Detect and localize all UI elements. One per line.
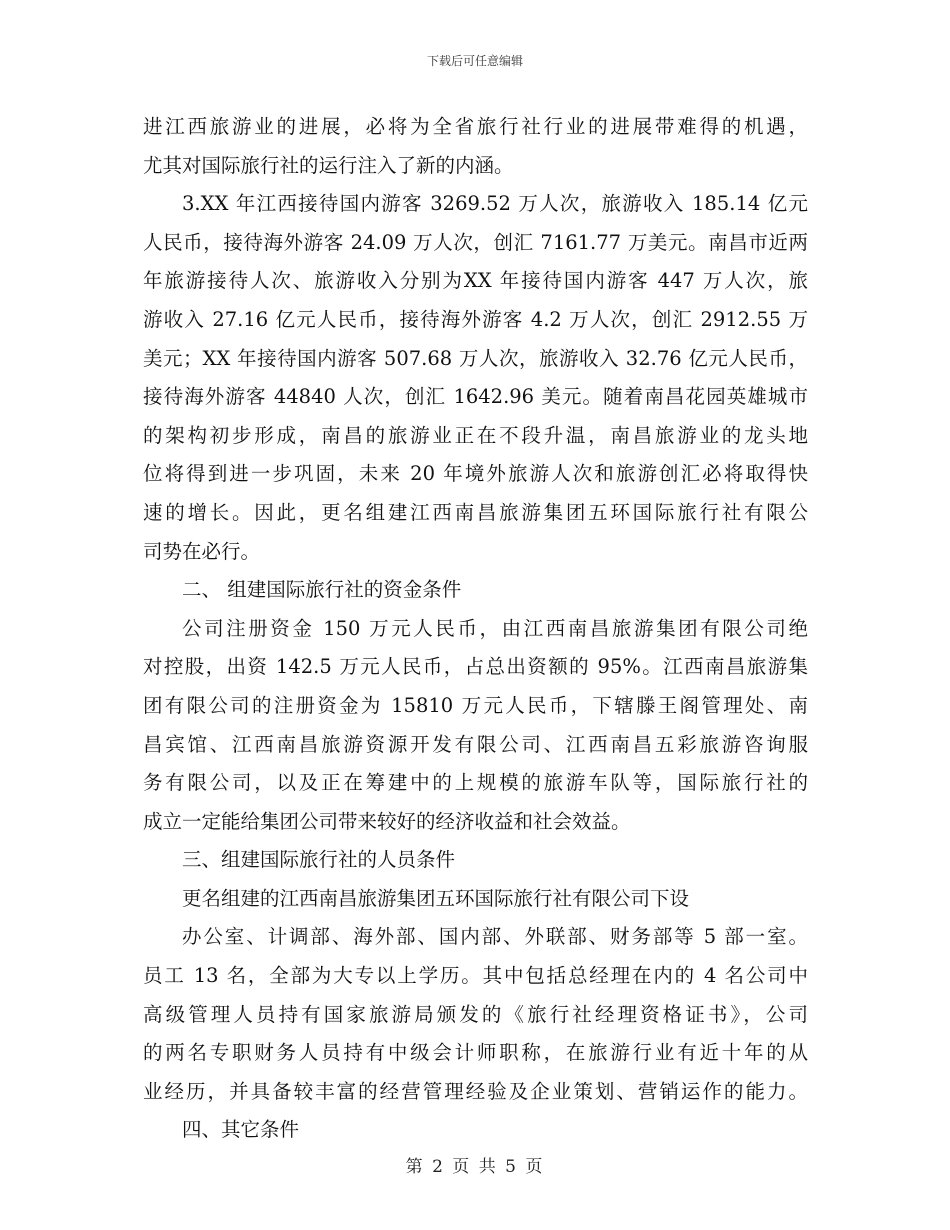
text-line: 二、 组建国际旅行社的资金条件 xyxy=(182,578,462,602)
text-line: 的两名专职财务人员持有中级会计师职称，在旅游行业有近十年的从 xyxy=(143,1041,808,1065)
text-line: 员工 13 名，全部为大专以上学历。其中包括总经理在内的 4 名公司中 xyxy=(143,964,808,988)
text-line: 昌宾馆、江西南昌旅游资源开发有限公司、江西南昌五彩旅游咨询服 xyxy=(143,732,808,756)
text-line: 进江西旅游业的进展，必将为全省旅行社行业的进展带难得的机遇， xyxy=(143,115,808,138)
text-line: 速的增长。因此，更名组建江西南昌旅游集团五环国际旅行社有限公 xyxy=(143,500,808,524)
text-line: 对控股，出资 142.5 万元人民币，占总出资额的 95%。江西南昌旅游集 xyxy=(143,655,808,679)
text-line: 司势在必行。 xyxy=(143,539,261,563)
text-line: 的架构初步形成，南昌的旅游业正在不段升温，南昌旅游业的龙头地 xyxy=(143,423,808,447)
page-header: 下载后可任意编辑 xyxy=(426,54,523,68)
text-line: 四、其它条件 xyxy=(182,1118,300,1142)
text-line: 3.XX 年江西接待国内游客 3269.52 万人次，旅游收入 185.14 亿元 xyxy=(182,192,808,216)
text-line: 办公室、计调部、海外部、国内部、外联部、财务部等 5 部一室。 xyxy=(182,925,808,949)
text-line: 人民币，接待海外游客 24.09 万人次，创汇 7161.77 万美元。南昌市近两 xyxy=(143,230,808,254)
text-line: 公司注册资金 150 万元人民币，由江西南昌旅游集团有限公司绝 xyxy=(182,616,808,640)
text-line: 接待海外游客 44840 人次，创汇 1642.96 美元。随着南昌花园英雄城市 xyxy=(143,385,808,409)
text-line: 高级管理人员持有国家旅游局颁发的《旅行社经理资格证书》，公司 xyxy=(143,1002,808,1026)
text-line: 尤其对国际旅行社的运行注入了新的内涵。 xyxy=(143,153,514,177)
text-line: 成立一定能给集团公司带来较好的经济收益和社会效益。 xyxy=(143,809,631,833)
text-line: 团有限公司的注册资金为 15810 万元人民币，下辖滕王阁管理处、南 xyxy=(143,693,808,717)
text-line: 位将得到进一步巩固，未来 20 年境外旅游人次和旅游创汇必将取得快 xyxy=(143,462,808,486)
text-line: 游收入 27.16 亿元人民币，接待海外游客 4.2 万人次，创汇 2912.55 万 xyxy=(143,307,808,331)
text-line: 美元；XX 年接待国内游客 507.68 万人次，旅游收入 32.76 亿元人民币， xyxy=(143,346,808,370)
text-line: 三、组建国际旅行社的人员条件 xyxy=(182,848,456,872)
text-line: 业经历，并具备较丰富的经营管理经验及企业策划、营销运作的能力。 xyxy=(143,1079,808,1103)
document-body xyxy=(143,108,808,1150)
text-line: 年旅游接待人次、旅游收入分别为XX 年接待国内游客 447 万人次，旅 xyxy=(143,269,808,293)
text-line: 更名组建的江西南昌旅游集团五环国际旅行社有限公司下设 xyxy=(182,886,690,910)
text-line: 务有限公司，以及正在筹建中的上规模的旅游车队等，国际旅行社的 xyxy=(143,771,808,795)
page-footer: 第 2 页 共 5 页 xyxy=(405,1157,545,1177)
